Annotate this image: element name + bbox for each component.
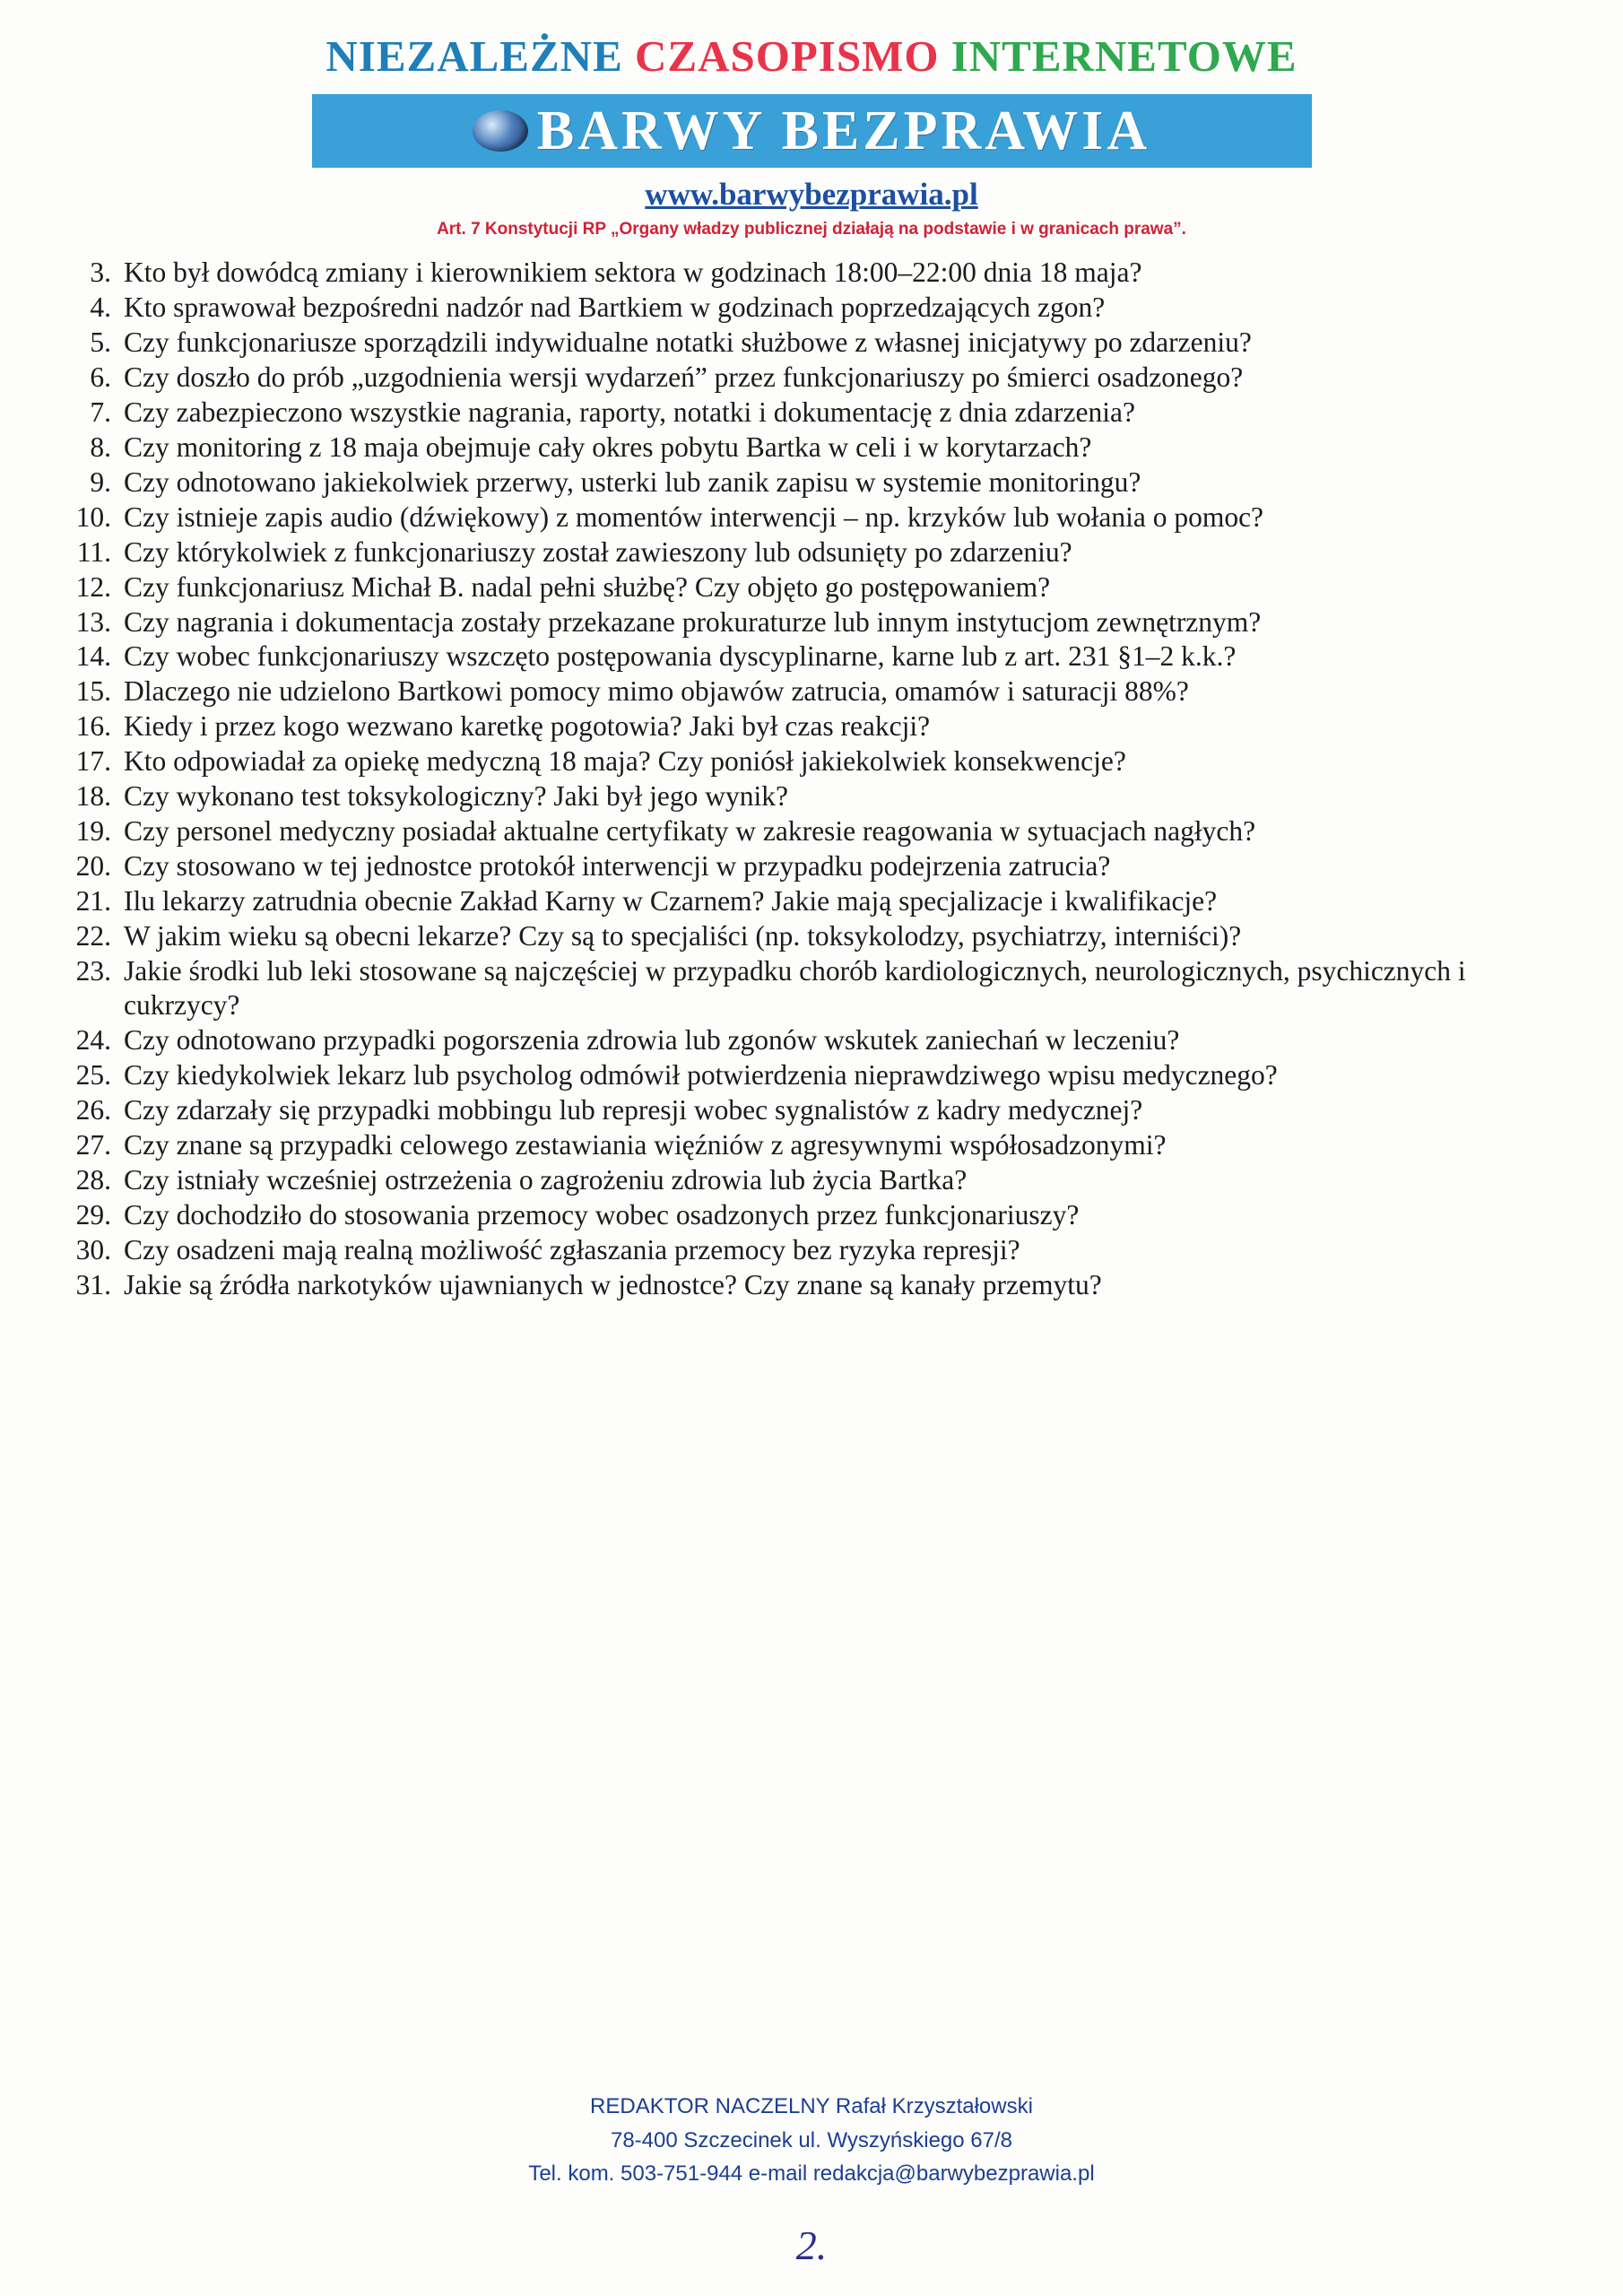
list-item xyxy=(54,919,1569,953)
question-text: Czy personel medyczny posiadał aktualne certyfikaty w zakresie reagowania w sytuacjach nagłych? xyxy=(124,815,1256,848)
question-number: 9. xyxy=(90,465,111,498)
list-item xyxy=(54,1163,1569,1197)
question-text: Kto sprawował bezpośredni nadzór nad Bartkiem w godzinach poprzedzających zgon? xyxy=(124,291,1106,323)
list-item xyxy=(54,709,1569,744)
question-number: 30. xyxy=(75,1233,111,1265)
question-number: 13. xyxy=(75,605,111,638)
question-number: 20. xyxy=(75,850,111,883)
question-text: Ilu lekarzy zatrudnia obecnie Zakład Karny w Czarnem? Jakie mają specjalizacje i kwalifikacje? xyxy=(124,885,1218,918)
question-text: Kto był dowódcą zmiany i kierownikiem sektora w godzinach 18:00–22:00 dnia 18 maja? xyxy=(124,257,1142,288)
masthead-title xyxy=(0,30,1623,82)
question-number: 26. xyxy=(75,1093,111,1126)
list-item xyxy=(54,500,1569,535)
question-number: 8. xyxy=(90,430,111,463)
list-item xyxy=(54,396,1569,430)
list-item xyxy=(54,954,1569,1022)
question-text: Kiedy i przez kogo wezwano karetkę pogotowia? Jaki był czas reakcji? xyxy=(124,710,931,743)
question-number: 15. xyxy=(75,675,111,708)
list-item xyxy=(54,570,1569,604)
page-number: 2. xyxy=(795,2222,828,2268)
logo-text: BARWY BEZPRAWIA xyxy=(536,100,1151,161)
list-item xyxy=(54,674,1569,709)
question-text: Kto odpowiadał za opiekę medyczną 18 maja? Czy poniósł jakiekolwiek konsekwencje? xyxy=(124,745,1126,778)
masthead-word-3: INTERNETOWE xyxy=(950,31,1298,81)
list-item xyxy=(54,1128,1569,1162)
list-item xyxy=(54,1233,1569,1267)
question-number: 6. xyxy=(90,361,111,393)
question-number: 31. xyxy=(75,1268,111,1300)
question-text: Czy osadzeni mają realną możliwość zgłaszania przemocy bez ryzyka represji? xyxy=(124,1233,1020,1265)
question-text: Czy doszło do prób „uzgodnienia wersji wydarzeń” przez funkcjonariuszy po śmierci osadzonego? xyxy=(124,361,1244,393)
list-item xyxy=(54,1268,1569,1302)
list-item xyxy=(54,291,1569,325)
question-number: 16. xyxy=(75,710,111,743)
question-text: Czy monitoring z 18 maja obejmuje cały okres pobytu Bartka w celi i w korytarzach? xyxy=(124,430,1092,463)
question-number: 25. xyxy=(75,1058,111,1091)
question-text: Czy stosowano w tej jednostce protokół interwencji w przypadku podejrzenia zatrucia? xyxy=(124,850,1111,883)
question-number: 24. xyxy=(75,1023,111,1056)
question-number: 28. xyxy=(75,1163,111,1196)
question-text: Czy istniały wcześniej ostrzeżenia o zagrożeniu zdrowia lub życia Bartka? xyxy=(124,1163,968,1196)
question-number: 21. xyxy=(75,885,111,918)
list-item xyxy=(54,1093,1569,1127)
question-text: Jakie są źródła narkotyków ujawnianych w jednostce? Czy znane są kanały przemytu? xyxy=(124,1268,1102,1300)
list-item xyxy=(54,1058,1569,1092)
constitution-note: Art. 7 Konstytucji RP „Organy władzy publicznej działają na podstawie i w granicach prawa”. xyxy=(437,220,1186,239)
list-item xyxy=(54,326,1569,360)
question-text: Czy którykolwiek z funkcjonariuszy został zawieszony lub odsunięty po zdarzeniu? xyxy=(124,535,1072,568)
logo-banner xyxy=(312,94,1312,168)
question-text: Czy dochodziło do stosowania przemocy wobec osadzonych przez funkcjonariuszy? xyxy=(124,1198,1080,1231)
question-text: Dlaczego nie udzielono Bartkowi pomocy mimo objawów zatrucia, omamów i saturacji 88%? xyxy=(124,675,1189,708)
list-item xyxy=(54,779,1569,813)
masthead xyxy=(0,0,1623,239)
question-number: 11. xyxy=(76,535,111,568)
list-item xyxy=(54,361,1569,395)
question-text: Czy odnotowano przypadki pogorszenia zdrowia lub zgonów wskutek zaniechań w leczeniu? xyxy=(124,1023,1180,1056)
question-number: 10. xyxy=(75,500,111,533)
globe-icon xyxy=(473,110,528,152)
question-text: Czy istnieje zapis audio (dźwiękowy) z momentów interwencji – np. krzyków lub wołania o pomoc? xyxy=(124,500,1264,533)
question-text: Czy funkcjonariusz Michał B. nadal pełni służbę? Czy objęto go postępowaniem? xyxy=(124,570,1051,603)
question-text: Czy wykonano test toksykologiczny? Jaki był jego wynik? xyxy=(124,780,789,813)
question-text: Czy nagrania i dokumentacja zostały przekazane prokuraturze lub innym instytucjom zewnętrznym? xyxy=(124,605,1262,638)
question-text: Czy wobec funkcjonariuszy wszczęto postępowania dyscyplinarne, karne lub z art. 231 §1–2 k.k.? xyxy=(124,640,1237,673)
question-text: W jakim wieku są obecni lekarze? Czy są to specjaliści (np. toksykolodzy, psychiatrzy, interniści)? xyxy=(124,920,1242,952)
question-number: 18. xyxy=(75,780,111,813)
list-item xyxy=(54,256,1569,290)
list-item xyxy=(54,639,1569,674)
list-item xyxy=(54,849,1569,883)
questions-list xyxy=(54,256,1569,1303)
question-text: Czy znane są przypadki celowego zestawiania więźniów z agresywnymi współosadzonymi? xyxy=(124,1128,1167,1161)
question-number: 29. xyxy=(75,1198,111,1231)
question-number: 27. xyxy=(75,1128,111,1161)
list-item xyxy=(54,814,1569,848)
footer-address: 78-400 Szczecinek ul. Wyszyńskiego 67/8 xyxy=(610,2127,1012,2152)
question-number: 23. xyxy=(75,955,111,987)
question-number: 3. xyxy=(90,257,111,288)
question-number: 22. xyxy=(75,920,111,952)
question-text: Czy funkcjonariusze sporządzili indywidualne notatki służbowe z własnej inicjatywy po zdarzeniu? xyxy=(124,326,1252,358)
list-item xyxy=(54,744,1569,778)
question-number: 19. xyxy=(75,815,111,848)
masthead-word-1: NIEZALEŻNE xyxy=(325,31,623,81)
question-text: Czy zdarzały się przypadki mobbingu lub represji wobec sygnalistów z kadry medycznej? xyxy=(124,1093,1143,1126)
questions-section xyxy=(54,256,1569,1303)
question-text: Jakie środki lub leki stosowane są najczęściej w przypadku chorób kardiologicznych, neurologicznych, psychicznych i cukrzycy? xyxy=(124,955,1466,1022)
footer-editor: REDAKTOR NACZELNY Rafał Krzyształowski xyxy=(590,2094,1033,2119)
list-item xyxy=(54,430,1569,465)
question-text: Czy kiedykolwiek lekarz lub psycholog odmówił potwierdzenia nieprawdziwego wpisu medycznego? xyxy=(124,1058,1278,1091)
website-url[interactable]: www.barwybezprawia.pl xyxy=(645,177,978,212)
question-number: 14. xyxy=(75,640,111,673)
masthead-word-2: CZASOPISMO xyxy=(635,31,940,81)
question-number: 12. xyxy=(75,570,111,603)
list-item xyxy=(54,605,1569,639)
footer-contact: Tel. kom. 503-751-944 e-mail redakcja@barwybezprawia.pl xyxy=(528,2161,1095,2186)
question-number: 7. xyxy=(90,396,111,428)
question-number: 17. xyxy=(75,745,111,778)
question-text: Czy odnotowano jakiekolwiek przerwy, usterki lub zanik zapisu w systemie monitoringu? xyxy=(124,465,1141,498)
list-item xyxy=(54,535,1569,570)
question-text: Czy zabezpieczono wszystkie nagrania, raporty, notatki i dokumentację z dnia zdarzenia? xyxy=(124,396,1135,428)
question-number: 4. xyxy=(90,291,111,323)
list-item xyxy=(54,1198,1569,1232)
question-number: 5. xyxy=(90,326,111,358)
list-item xyxy=(54,1023,1569,1057)
list-item xyxy=(54,884,1569,918)
document-footer xyxy=(0,2090,1623,2190)
list-item xyxy=(54,465,1569,500)
